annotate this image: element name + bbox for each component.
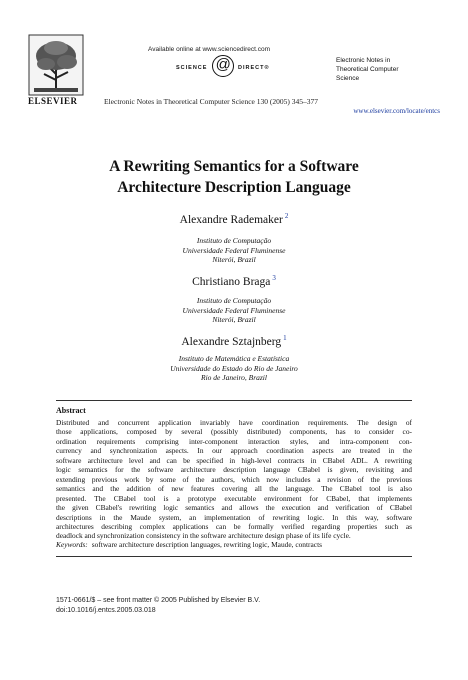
available-online-text: Available online at www.sciencedirect.com [148,46,270,53]
journal-header [0,0,468,120]
abstract-line: presented. The CBabel tool is a prototype executable environment for CBabel, that implements [56,493,412,503]
abstract-line: the given CBabel's rewriting logic semantics and allows the execution and verification of CBabel [56,503,412,513]
author-affiliation [30,354,438,383]
author-affiliation [30,296,438,325]
affiliation-line: Instituto de Computação [196,296,272,305]
abstract-bottom-rule [56,556,412,557]
keywords [56,540,412,549]
abstract-line: extending previous work by some of the authors, which now includes a revision of the previous [56,474,412,484]
keywords-label: Keywords: [56,540,88,549]
abstract-line: currency and synchronization aspects. In our approach coordination aspects are treated in the [56,446,412,456]
abstract-top-rule [56,400,412,401]
sciencedirect-at-icon: @ [212,55,234,77]
keywords-text: software architecture description languages, rewriting logic, Maude, contracts [91,540,323,549]
affiliation-line: Universidade Federal Fluminense [182,245,286,255]
author-footnote-link[interactable]: 2 [284,212,289,220]
abstract-body [56,418,412,541]
affiliation-line: Rio de Janeiro, Brazil [201,373,267,382]
publisher-wordmark: ELSEVIER [28,96,78,106]
author-name-text: Alexandre Sztajnberg [181,335,282,348]
abstract-line: software architecture level and can be specified in high-level contracts in CBabel ADL. A rewriting [56,455,412,465]
abstract-line: semantics and the addition of new features covering all the language. The CBabel tool is also [56,484,412,494]
author-name [30,212,438,226]
entcs-logo-line: Theoretical Computer [336,66,399,73]
author-footnote-link[interactable]: 3 [272,274,276,282]
abstract-line: architectures describing complex applications can be formally verified regarding properties such as [56,521,412,531]
abstract-line: logic semantics for the software architecture description language CBabel is given, revisiting and [56,465,412,475]
author-name-text: Alexandre Rademaker [179,213,283,226]
entcs-logo-line: Electronic Notes in [336,57,391,64]
affiliation-line: Instituto de Matemática e Estatística [178,354,290,363]
affiliation-line: Universidade do Estado do Rio de Janeiro [170,363,298,373]
affiliation-line: Niterói, Brazil [212,255,256,264]
title-line: A Rewriting Semantics for a Software [109,158,359,175]
abstract-line: descriptions in the Maude system, an implementation of rewriting logic. In this way, software [56,512,412,522]
title-line: Architecture Description Language [117,179,351,196]
journal-citation: Electronic Notes in Theoretical Computer Science 130 (2005) 345–377 [104,97,318,106]
sciencedirect-logo-left: SCIENCE [176,65,208,71]
abstract-line: those applications, composed by several (possibly distributed) components, has to consider co- [56,427,412,437]
sciencedirect-logo-right: DIRECT® [238,65,270,71]
elsevier-tree-logo-icon [28,34,84,96]
issn-line: 1571-0661/$ – see front matter © 2005 Published by Elsevier B.V. [56,597,261,604]
affiliation-line: Niterói, Brazil [212,315,256,324]
author-footnote-link[interactable]: 1 [283,334,287,342]
doi-line: doi:10.1016/j.entcs.2005.03.018 [56,607,156,614]
affiliation-line: Universidade Federal Fluminense [182,305,286,315]
entcs-journal-logo [336,56,446,83]
abstract-line: Distributed and concurrent application invariably have coordination requirements. The design of [56,418,412,427]
author-name-text: Christiano Braga [192,275,271,288]
paper-title [30,156,438,198]
abstract-line: deadlock and synchronization consistency in the software architecture design phase of its life cycle. [56,531,351,541]
abstract-line: ordination requirements comprising inter-component interaction styles, and intra-component con- [56,436,412,446]
copyright-footer [56,596,260,616]
author-name [30,274,438,288]
abstract-heading: Abstract [56,406,86,415]
entcs-logo-line: Science [336,75,360,82]
author-affiliation [30,236,438,265]
affiliation-line: Instituto de Computação [196,236,272,245]
author-name [30,334,438,348]
journal-url-link[interactable]: www.elsevier.com/locate/entcs [353,107,440,115]
